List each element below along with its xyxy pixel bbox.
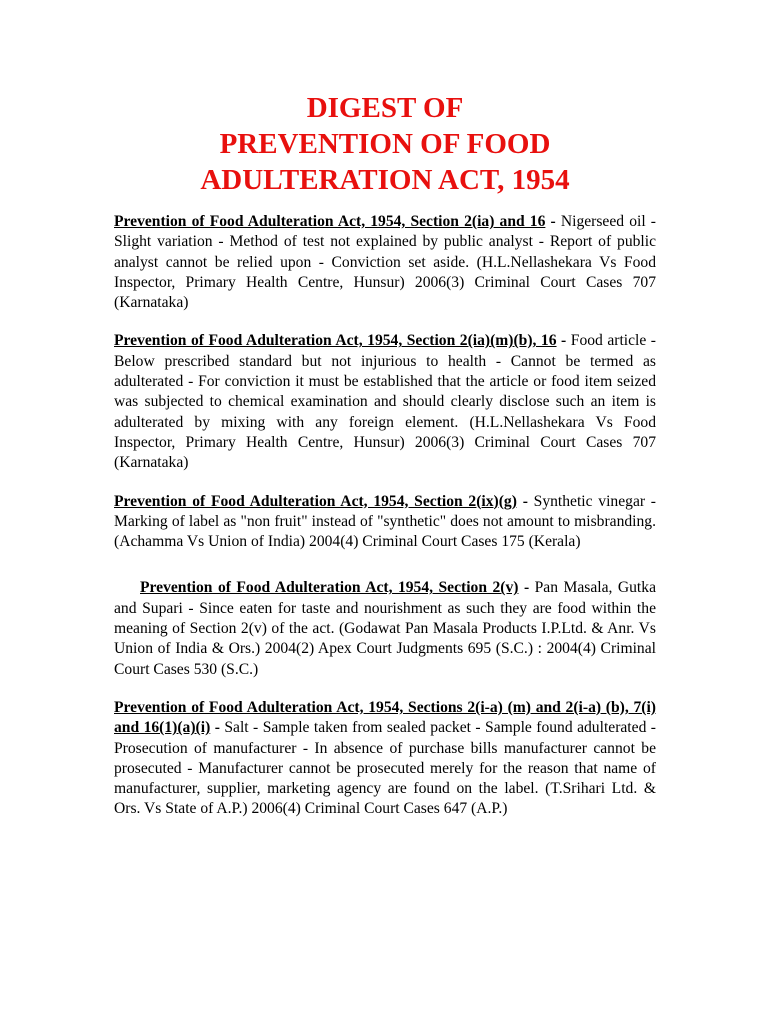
entry-heading: Prevention of Food Adulteration Act, 1954, Section 2(v) xyxy=(140,579,519,597)
digest-entry-2 xyxy=(114,331,656,473)
document-title xyxy=(114,90,656,198)
entry-heading: Prevention of Food Adulteration Act, 1954, Section 2(ia)(m)(b), 16 xyxy=(114,332,557,350)
entry-body: Salt - Sample taken from sealed packet - Sample found adulterated - Prosecution of manufacturer - In absence of purchase bills manufacturer cannot be prosecuted - Manufacturer cannot be prosecuted merely for the reason that name of manufacturer, supplier, marketing agency are found on the label. (T.Srihari Ltd. & Ors. Vs State of A.P.) 2006(4) Criminal Court Cases 647 (A.P.) xyxy=(114,719,656,818)
title-line-2: PREVENTION OF FOOD xyxy=(219,128,551,160)
entry-separator: - xyxy=(545,213,561,230)
entry-body: Food article - Below prescribed standard but not injurious to health - Cannot be termed as adulterated - For conviction it must be established that the article or food item seized was subjected to chemical examination and should clearly disclose such an item is adulterated by mixing with any foreign element. (H.L.Nellashekara Vs Food Inspector, Primary Health Centre, Hunsur) 2006(3) Criminal Court Cases 707 (Karnataka) xyxy=(114,332,657,472)
digest-entry-4 xyxy=(114,578,656,679)
entry-body: Synthetic vinegar - Marking of label as "non fruit" instead of "synthetic" does not amount to misbranding. (Achamma Vs Union of India) 2004(4) Criminal Court Cases 175 (Kerala) xyxy=(114,492,656,551)
document-page xyxy=(114,90,656,838)
entry-body: Nigerseed oil - Slight variation - Method of test not explained by public analyst - Report of public analyst cannot be relied upon - Conviction set aside. (H.L.Nellashekara Vs Food Inspector, Primary Health Centre, Hunsur) 2006(3) Criminal Court Cases 707 (Karnataka) xyxy=(114,213,656,312)
digest-entry-3 xyxy=(114,492,656,553)
entry-separator: - xyxy=(556,332,571,350)
digest-entry-5 xyxy=(114,698,656,820)
entry-separator: - xyxy=(516,492,534,510)
title-line-3: ADULTERATION ACT, 1954 xyxy=(200,164,570,196)
entry-body: Pan Masala, Gutka and Supari - Since eaten for taste and nourishment as such they are food within the meaning of Section 2(v) of the act. (Godawat Pan Masala Products I.P.Ltd. & Anr. Vs Union of India & Ors.) 2004(2) Apex Court Judgments 695 (S.C.) : 2004(4) Criminal Court Cases 530 (S.C.) xyxy=(114,579,656,678)
entry-heading: Prevention of Food Adulteration Act, 1954, Section 2(ia) and 16 xyxy=(114,213,546,230)
entry-heading: Prevention of Food Adulteration Act, 1954, Sections 2(i-a) (m) and 2(i-a) (b), 7(i) and 16(1)(a)(i) xyxy=(114,698,656,737)
digest-entry-1 xyxy=(114,212,656,313)
title-line-1: DIGEST OF xyxy=(306,92,464,124)
entry-heading: Prevention of Food Adulteration Act, 1954, Section 2(ix)(g) xyxy=(114,492,517,510)
entry-separator: - xyxy=(210,719,225,737)
entry-separator: - xyxy=(518,579,535,597)
